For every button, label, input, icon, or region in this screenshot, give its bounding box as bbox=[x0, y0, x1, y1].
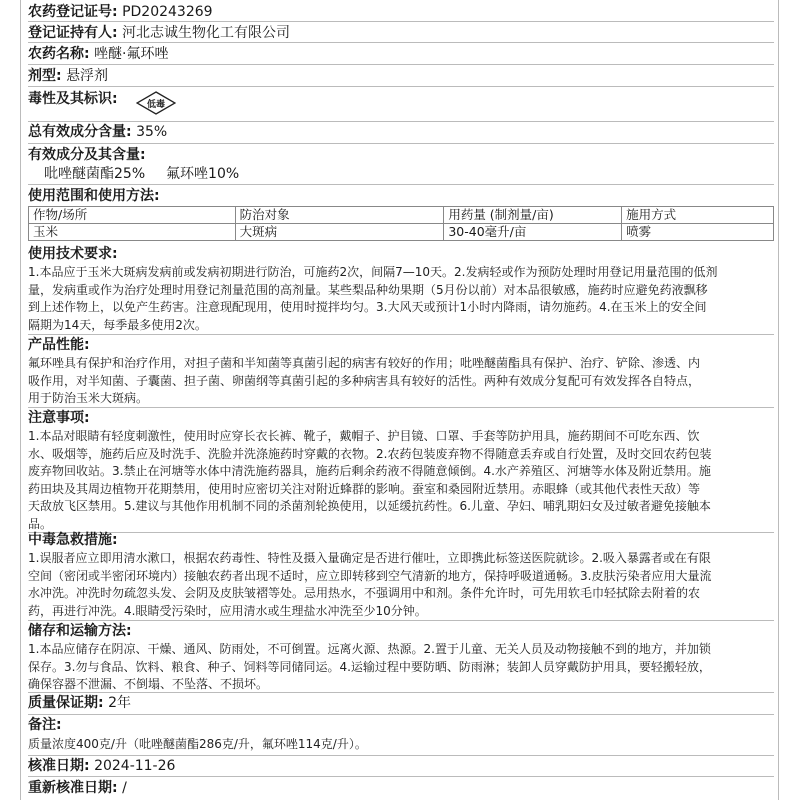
precautions-paragraph bbox=[28, 428, 774, 533]
usage-label: 使用范围和使用方法: bbox=[28, 188, 160, 204]
usage-cell-method: 喷雾 bbox=[622, 224, 774, 241]
warranty-label: 质量保证期: bbox=[28, 695, 104, 711]
ingredient-2-name: 氟环唑 bbox=[166, 166, 209, 182]
reg-no-value: PD20243269 bbox=[122, 4, 213, 20]
usage-cell-target: 大斑病 bbox=[235, 224, 444, 241]
divider bbox=[28, 184, 774, 185]
tech-line: 量，发病重或作为治疗处理时用登记剂量范围的高剂量。某些梨品种幼果期（5月份以前）对本品很敏感，施药时应避免药液飘移 bbox=[28, 282, 708, 297]
toxicity-label: 毒性及其标识: bbox=[28, 91, 118, 107]
storage-line: 确保容器不泄漏、不倒塌、不坠落、不损坏。 bbox=[28, 677, 269, 691]
notes-text: 质量浓度400克/升（吡唑醚菌酯286克/升，氟环唑114克/升）。 bbox=[28, 737, 367, 751]
performance-line: 吸作用，对半知菌、子囊菌、担子菌、卵菌纲等真菌引起的多种病害具有较好的活性。两种有效成分复配可有效发挥各自特点， bbox=[28, 373, 701, 388]
ingredients-label: 有效成分及其含量: bbox=[28, 147, 146, 163]
total-content-value: 35% bbox=[136, 124, 168, 140]
tech-line: 隔期为14天，每季最多使用2次。 bbox=[28, 317, 207, 332]
holder-label: 登记证持有人: bbox=[28, 25, 118, 41]
usage-table-header-row bbox=[29, 207, 774, 224]
precautions-line: 药田块及其周边植物开花期禁用，使用时应密切关注对附近蜂群的影响。蚕室和桑园附近禁用。赤眼蜂（或其他代表性天敌）等 bbox=[28, 481, 701, 496]
name-row bbox=[28, 44, 169, 64]
total-content-row bbox=[28, 122, 167, 142]
divider bbox=[28, 407, 774, 408]
divider bbox=[28, 532, 774, 533]
usage-header-method: 施用方式 bbox=[622, 207, 774, 224]
re-approval-date-label: 重新核准日期: bbox=[28, 780, 118, 796]
total-content-label: 总有效成分含量: bbox=[28, 124, 132, 140]
reg-no-row bbox=[28, 2, 213, 22]
first-aid-label: 中毒急救措施: bbox=[28, 532, 118, 548]
usage-table bbox=[28, 206, 774, 241]
tech-label: 使用技术要求: bbox=[28, 246, 118, 262]
tech-paragraph bbox=[28, 264, 774, 334]
usage-header-crop: 作物/场所 bbox=[29, 207, 236, 224]
storage-paragraph bbox=[28, 641, 774, 694]
usage-heading bbox=[28, 186, 160, 206]
first-aid-heading bbox=[28, 530, 118, 550]
first-aid-line: 药，再进行冲洗。4.眼睛受污染时，应用清水或生理盐水冲洗至少10分钟。 bbox=[28, 603, 427, 618]
holder-value: 河北志诚生物化工有限公司 bbox=[122, 25, 291, 41]
table-row bbox=[29, 224, 774, 241]
low-toxicity-diamond-icon bbox=[136, 91, 176, 115]
ingredients-list bbox=[44, 164, 239, 184]
toxicity-row bbox=[28, 89, 118, 109]
performance-line: 用于防治玉米大斑病。 bbox=[28, 391, 149, 405]
re-approval-date-value: / bbox=[122, 780, 127, 796]
storage-line: 1.本品应储存在阴凉、干燥、通风、防雨处，不可倒置。远离火源、热源。2.置于儿童、无关人员及动物接触不到的地方，并加锁 bbox=[28, 642, 711, 656]
usage-header-dosage: 用药量 (制剂量/亩) bbox=[444, 207, 622, 224]
notes-label: 备注: bbox=[28, 717, 62, 733]
storage-label: 储存和运输方法: bbox=[28, 623, 132, 639]
re-approval-date-row bbox=[28, 778, 127, 798]
tech-line: 到上述作物上，以免产生药害。注意现配现用，使用时搅拌均匀。3.大风天或预计1小时内降雨，请勿施药。4.在玉米上的安全间 bbox=[28, 300, 707, 314]
first-aid-line: 空间（密闭或半密闭环境内）接触农药者出现不适时，应立即转移到空气清新的地方，保持呼吸道通畅。3.皮肤污染者应用大量流 bbox=[28, 568, 712, 583]
first-aid-paragraph bbox=[28, 550, 774, 620]
precautions-line: 废弃物回收站。3.禁止在河塘等水体中清洗施药器具，施药后剩余药液不得随意倾倒。4.水产养殖区、河塘等水体及附近禁用。施 bbox=[28, 464, 711, 478]
notes-heading bbox=[28, 715, 62, 735]
precautions-line: 水、吸烟等，施药后应及时洗手、洗脸并洗涤施药时穿戴的衣物。2.农药包装废弃物不得随意丢弃或自行处置，及时交回农药包装 bbox=[28, 446, 712, 461]
performance-paragraph bbox=[28, 355, 774, 408]
divider bbox=[28, 86, 774, 87]
approval-date-value: 2024-11-26 bbox=[94, 758, 176, 774]
divider bbox=[28, 64, 774, 65]
performance-label: 产品性能: bbox=[28, 337, 90, 353]
usage-header-target: 防治对象 bbox=[235, 207, 444, 224]
warranty-value: 2年 bbox=[108, 695, 131, 711]
divider bbox=[28, 776, 774, 777]
divider bbox=[28, 714, 774, 715]
formulation-row bbox=[28, 66, 108, 86]
divider bbox=[28, 21, 774, 22]
approval-date-row bbox=[28, 756, 175, 776]
ingredient-2-amount: 10% bbox=[208, 166, 240, 182]
formulation-label: 剂型: bbox=[28, 68, 62, 84]
reg-no-label: 农药登记证号: bbox=[28, 4, 118, 20]
storage-heading bbox=[28, 621, 132, 641]
precautions-label: 注意事项: bbox=[28, 410, 90, 426]
name-value: 唑醚·氟环唑 bbox=[94, 46, 169, 62]
precautions-line: 1.本品对眼睛有轻度刺激性，使用时应穿长衣长裤、靴子，戴帽子、护目镜、口罩、手套等防护用具，施药期间不可吃东西、饮 bbox=[28, 429, 700, 443]
first-aid-line: 水冲洗。冲洗时勿疏忽头发、会阴及皮肤皱褶等处。忌用热水，不强调用中和剂。条件允许时，可先用软毛巾轻拭除去附着的农 bbox=[28, 586, 701, 600]
precautions-line: 品。 bbox=[28, 516, 53, 531]
ingredients-heading bbox=[28, 145, 146, 165]
left-border bbox=[20, 0, 21, 800]
divider bbox=[28, 42, 774, 43]
holder-row bbox=[28, 23, 290, 43]
precautions-heading bbox=[28, 408, 90, 428]
formulation-value: 悬浮剂 bbox=[66, 68, 109, 84]
ingredient-1-name: 吡唑醚菌酯 bbox=[44, 166, 114, 182]
usage-cell-dosage: 30-40毫升/亩 bbox=[444, 224, 622, 241]
performance-line: 氟环唑具有保护和治疗作用，对担子菌和半知菌等真菌引起的病害有较好的作用；吡唑醚菌酯具有保护、治疗、铲除、渗透、内 bbox=[28, 356, 701, 370]
tech-heading bbox=[28, 244, 118, 264]
storage-line: 保存。3.勿与食品、饮料、粮食、种子、饲料等同储同运。4.运输过程中要防晒、防雨淋；装卸人员穿戴防护用具，要轻搬轻放， bbox=[28, 659, 711, 674]
right-border bbox=[778, 0, 779, 800]
divider bbox=[28, 620, 774, 621]
name-label: 农药名称: bbox=[28, 46, 90, 62]
approval-date-label: 核准日期: bbox=[28, 758, 90, 774]
warranty-row bbox=[28, 693, 131, 713]
performance-heading bbox=[28, 335, 90, 355]
usage-cell-crop: 玉米 bbox=[29, 224, 236, 241]
ingredient-1-amount: 25% bbox=[114, 166, 146, 182]
precautions-line: 天敌放飞区禁用。5.建议与其他作用机制不同的杀菌剂轮换使用，以延缓抗药性。6.儿童、孕妇、哺乳期妇女及过敏者避免接触本 bbox=[28, 499, 711, 513]
divider bbox=[28, 143, 774, 144]
tech-line: 1.本品应于玉米大斑病发病前或发病初期进行防治，可施药2次，间隔7—10天。2.发病轻或作为预防处理时用登记用量范围的低剂 bbox=[28, 265, 718, 279]
first-aid-line: 1.误服者应立即用清水漱口，根据农药毒性、特性及摄入量确定是否进行催吐，立即携此标签送医院就诊。2.吸入暴露者或在有限 bbox=[28, 551, 711, 565]
toxicity-badge-text: 低毒 bbox=[146, 100, 166, 110]
divider bbox=[28, 334, 774, 335]
divider bbox=[28, 692, 774, 693]
